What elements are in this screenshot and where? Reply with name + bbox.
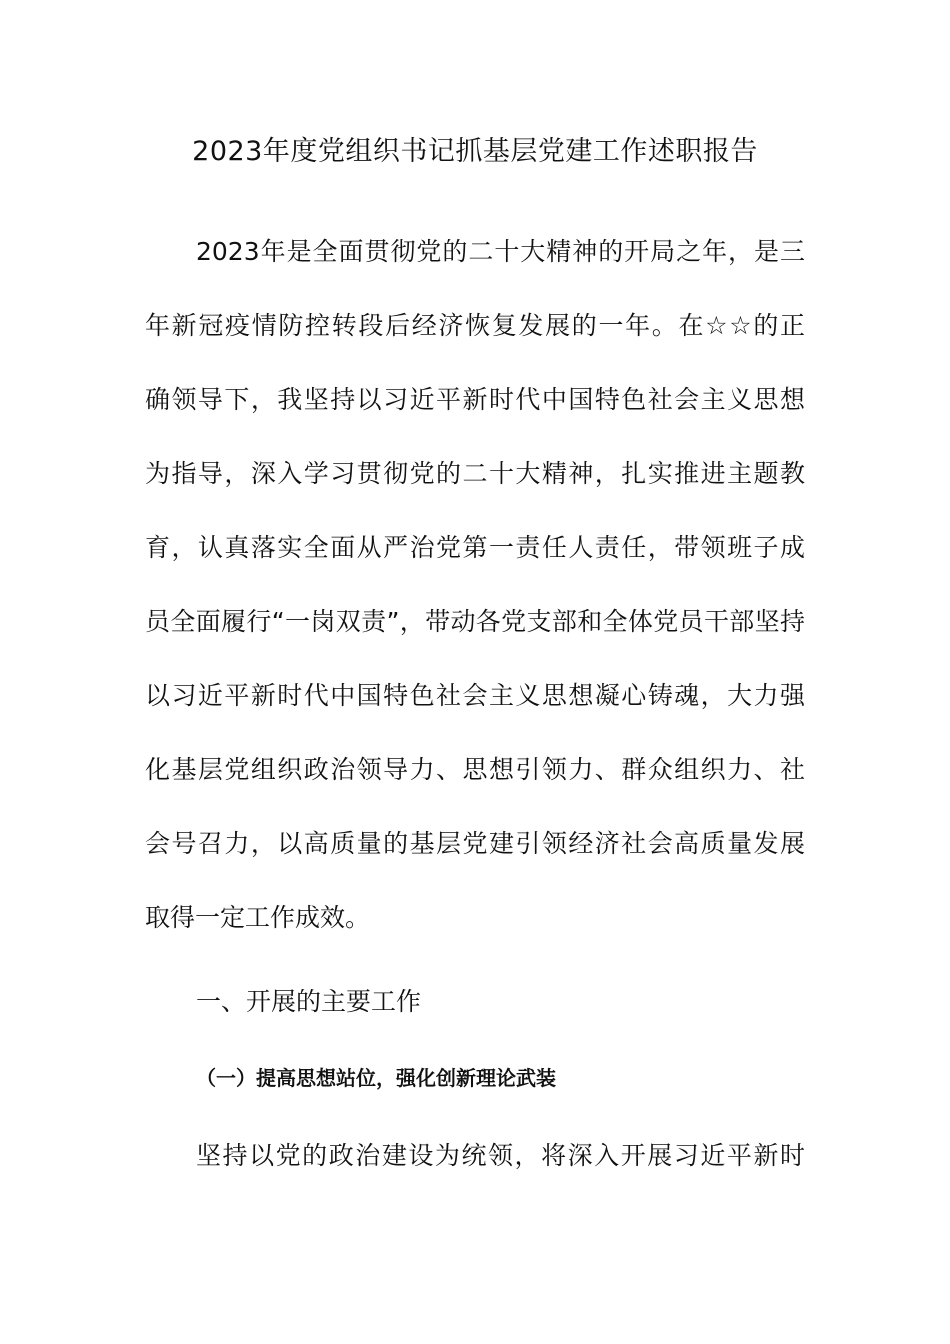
paragraph-line: 育，认真落实全面从严治党第一责任人责任，带领班子成	[145, 533, 805, 562]
paragraph-line: 员全面履行“一岗双责”，带动各党支部和全体党员干部坚持	[145, 607, 805, 636]
section-heading: 一、开展的主要工作	[196, 987, 422, 1016]
paragraph-line: 年新冠疫情防控转段后经济恢复发展的一年。在☆☆的正	[145, 311, 805, 340]
paragraph-line: 化基层党组织政治领导力、思想引领力、群众组织力、社	[145, 755, 805, 784]
document-title: 2023年度党组织书记抓基层党建工作述职报告	[192, 136, 758, 167]
paragraph-line: 确领导下，我坚持以习近平新时代中国特色社会主义思想	[145, 385, 805, 414]
paragraph-line: 取得一定工作成效。	[145, 903, 371, 932]
paragraph-line: 以习近平新时代中国特色社会主义思想凝心铸魂，大力强	[145, 681, 805, 710]
paragraph-line: 坚持以党的政治建设为统领，将深入开展习近平新时	[196, 1141, 805, 1170]
paragraph-line: 为指导，深入学习贯彻党的二十大精神，扎实推进主题教	[145, 459, 805, 488]
paragraph-line: 会号召力，以高质量的基层党建引领经济社会高质量发展	[145, 829, 805, 858]
subsection-heading: （一）提高思想站位，强化创新理论武装	[196, 1066, 556, 1090]
paragraph-line: 2023年是全面贯彻党的二十大精神的开局之年，是三	[196, 237, 805, 266]
